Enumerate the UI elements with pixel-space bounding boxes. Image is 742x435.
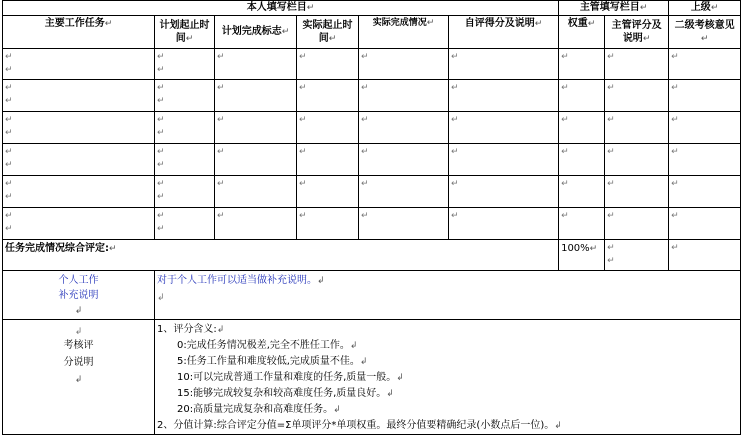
sup-score-cell[interactable]: ↵ (605, 80, 669, 112)
weight-cell[interactable]: ↵ (559, 208, 605, 240)
explain-item: 20:高质量完成复杂和高难度任务。↲ (177, 404, 341, 415)
col-plan-standard: 计划完成标志↵ (215, 16, 297, 49)
task-cell[interactable]: ↵ ↵ (3, 80, 155, 112)
summary-second-level[interactable]: ↵ (669, 240, 741, 271)
explain-text (155, 320, 741, 435)
higher-section-header: 上级↵ (669, 1, 741, 16)
actual-time-cell[interactable]: ↵ (297, 144, 359, 176)
actual-status-cell[interactable]: ↵ (359, 144, 449, 176)
actual-time-cell[interactable]: ↵ (297, 208, 359, 240)
weight-cell[interactable]: ↵ (559, 112, 605, 144)
plan-time-cell[interactable]: ↵ ↵ (155, 49, 215, 80)
second-level-cell[interactable]: ↵ (669, 112, 741, 144)
plan-time-cell[interactable]: ↵ ↵ (155, 80, 215, 112)
summary-label: 任务完成情况综合评定:↵ (3, 240, 559, 271)
col-main-task: 主要工作任务↵ (3, 16, 155, 49)
explain-item: 15:能够完成较复杂和较高难度任务,质量良好。↲ (177, 388, 394, 399)
actual-status-cell[interactable]: ↵ (359, 112, 449, 144)
col-second-level: 二级考核意见↵ (669, 16, 741, 49)
sup-score-cell[interactable]: ↵ (605, 208, 669, 240)
col-actual-time: 实际起止时间↵ (297, 16, 359, 49)
second-level-cell[interactable]: ↵ (669, 80, 741, 112)
plan-standard-cell[interactable]: ↵ (215, 208, 297, 240)
col-actual-status: 实际完成情况↵ (359, 16, 449, 49)
table-row (3, 176, 741, 208)
second-level-cell[interactable]: ↵ (669, 144, 741, 176)
explain-calc: 2、分值计算:综合评定分值=Σ单项评分*单项权重。最终分值要精确纪录(小数点后一位)。↲ (157, 420, 562, 431)
col-plan-time: 计划起止时间↵ (155, 16, 215, 49)
plan-standard-cell[interactable]: ↵ (215, 112, 297, 144)
plan-standard-cell[interactable]: ↵ (215, 176, 297, 208)
col-sup-score: 主管评分及说明↵ (605, 16, 669, 49)
weight-cell[interactable]: ↵ (559, 176, 605, 208)
table-row (3, 80, 741, 112)
plan-time-cell[interactable]: ↵ ↵ (155, 144, 215, 176)
table-row (3, 49, 741, 80)
task-cell[interactable]: ↵ ↵ (3, 144, 155, 176)
weight-cell[interactable]: ↵ (559, 80, 605, 112)
second-level-cell[interactable]: ↵ (669, 176, 741, 208)
sup-score-cell[interactable]: ↵ (605, 144, 669, 176)
col-weight: 权重↵ (559, 16, 605, 49)
explain-item: 10:可以完成普通工作量和难度的任务,质量一般。↲ (177, 372, 404, 383)
self-score-cell[interactable]: ↵ (449, 208, 559, 240)
weight-cell[interactable]: ↵ (559, 144, 605, 176)
sup-score-cell[interactable]: ↵ (605, 49, 669, 80)
actual-time-cell[interactable]: ↵ (297, 176, 359, 208)
plan-standard-cell[interactable]: ↵ (215, 144, 297, 176)
second-level-cell[interactable]: ↵ (669, 49, 741, 80)
self-score-cell[interactable]: ↵ (449, 112, 559, 144)
evaluation-table (2, 0, 741, 435)
actual-status-cell[interactable]: ↵ (359, 208, 449, 240)
supplement-text[interactable]: 对于个人工作可以适当做补充说明。↲ ↲ (155, 271, 741, 320)
summary-weight[interactable]: 100%↵ (559, 240, 605, 271)
explain-item: 0:完成任务情况极差,完全不胜任工作。↲ (177, 340, 358, 351)
actual-status-cell[interactable]: ↵ (359, 49, 449, 80)
supplement-label: 个人工作补充说明↲ (3, 271, 155, 320)
supervisor-section-header: 主管填写栏目↵ (559, 1, 669, 16)
task-cell[interactable]: ↵ ↵ (3, 49, 155, 80)
explain-row (3, 320, 741, 435)
explain-label: ↲ 考核评分说明↲ (3, 320, 155, 435)
plan-time-cell[interactable]: ↵ ↵ (155, 208, 215, 240)
table-row (3, 208, 741, 240)
plan-time-cell[interactable]: ↵ ↵ (155, 112, 215, 144)
weight-cell[interactable]: ↵ (559, 49, 605, 80)
task-cell[interactable]: ↵ ↵ (3, 112, 155, 144)
sup-score-cell[interactable]: ↵ (605, 112, 669, 144)
explain-title: 1、评分含义:↲ (157, 324, 225, 335)
sup-score-cell[interactable]: ↵ (605, 176, 669, 208)
actual-time-cell[interactable]: ↵ (297, 80, 359, 112)
self-score-cell[interactable]: ↵ (449, 144, 559, 176)
self-score-cell[interactable]: ↵ (449, 80, 559, 112)
actual-status-cell[interactable]: ↵ (359, 80, 449, 112)
col-self-score: 自评得分及说明↵ (449, 16, 559, 49)
summary-row (3, 240, 741, 271)
plan-standard-cell[interactable]: ↵ (215, 80, 297, 112)
plan-time-cell[interactable]: ↵ ↵ (155, 176, 215, 208)
actual-time-cell[interactable]: ↵ (297, 112, 359, 144)
plan-standard-cell[interactable]: ↵ (215, 49, 297, 80)
table-row (3, 144, 741, 176)
second-level-cell[interactable]: ↵ (669, 208, 741, 240)
self-score-cell[interactable]: ↵ (449, 176, 559, 208)
table-row (3, 112, 741, 144)
task-cell[interactable]: ↵ ↵ (3, 208, 155, 240)
actual-time-cell[interactable]: ↵ (297, 49, 359, 80)
explain-item: 5:任务工作量和难度较低,完成质量不佳。↲ (177, 356, 368, 367)
self-score-cell[interactable]: ↵ (449, 49, 559, 80)
self-section-header: 本人填写栏目↵ (3, 1, 559, 16)
summary-sup-score[interactable]: ↵ ↵ (605, 240, 669, 271)
evaluation-form (2, 0, 740, 434)
task-cell[interactable]: ↵ ↵ (3, 176, 155, 208)
actual-status-cell[interactable]: ↵ (359, 176, 449, 208)
supplement-row (3, 271, 741, 320)
